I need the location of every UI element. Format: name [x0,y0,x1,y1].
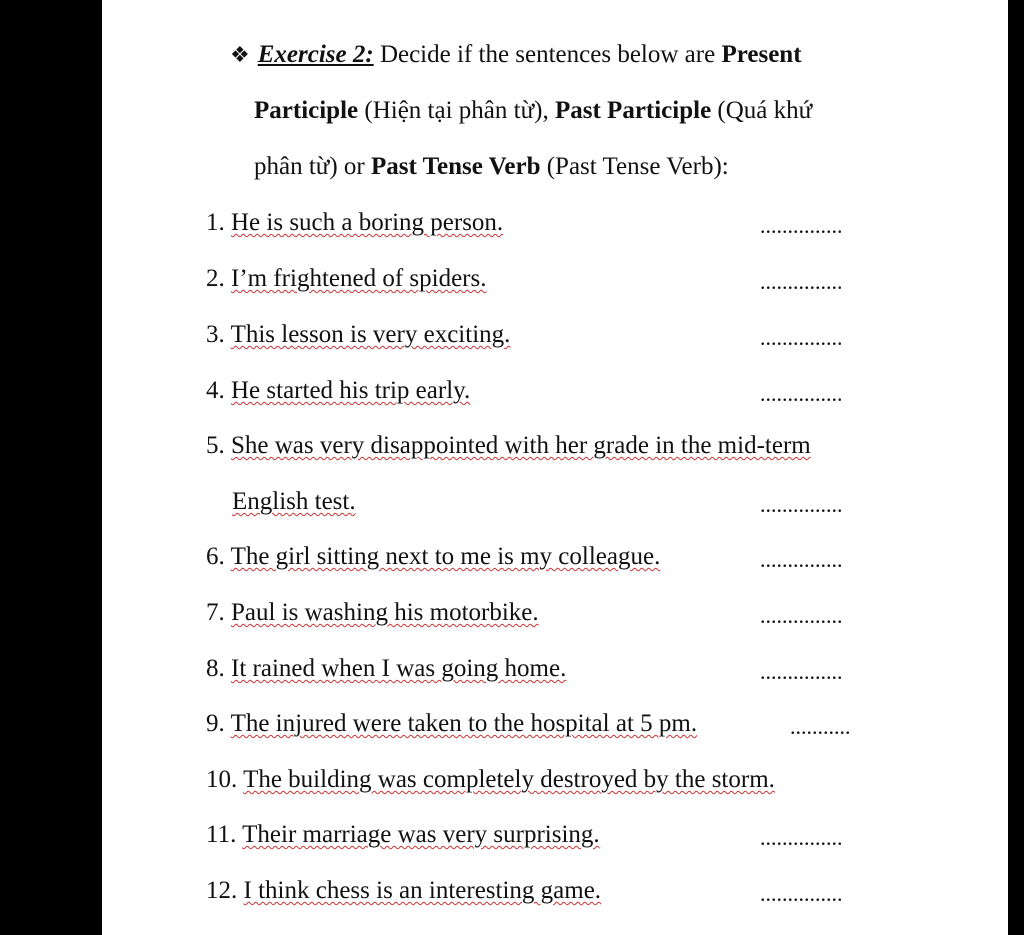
answer-blank-12[interactable]: ............... [760,881,843,906]
question-number: 5. [206,432,225,459]
answer-blank-11[interactable]: ............... [760,825,843,850]
question-number: 11. [206,821,237,848]
answer-blank-2[interactable]: ............... [760,269,843,294]
question-text: It rained when I was going home. [231,655,567,682]
question-9 [206,709,697,739]
bullet-icon: ❖ [230,42,250,67]
past-tense-note: (Past Tense Verb): [540,153,729,180]
question-8 [206,654,566,684]
answer-blank-8[interactable]: ............... [760,659,843,684]
question-4 [206,376,470,406]
question-3 [206,320,510,350]
question-number: 8. [206,655,225,682]
vi-past-note-2: phân từ) [254,153,338,180]
question-5 [206,431,811,461]
worksheet-page [102,0,1008,935]
question-11 [206,820,600,850]
question-number: 12. [206,877,238,904]
question-number: 6. [206,543,225,570]
instruction-line-3 [254,152,729,182]
question-text-continued: English test. [232,488,356,515]
question-number: 2. [206,265,225,292]
question-text: She was very disappointed with her grade in the mid-term [231,432,811,459]
question-text: The building was completely destroyed by the storm. [243,766,775,793]
instruction-line-2 [254,96,812,126]
question-text: The girl sitting next to me is my colleague. [230,543,661,570]
question-text: The injured were taken to the hospital at 5 pm. [230,710,698,737]
or-text: or [337,153,371,180]
answer-blank-3[interactable]: ............... [760,325,843,350]
question-10 [206,765,775,795]
question-text: I think chess is an interesting game. [243,877,602,904]
instruction-line-1 [230,40,802,70]
question-number: 4. [206,377,225,404]
exercise-label: Exercise 2: [257,41,374,68]
past-tense-term: Past Tense Verb [371,153,541,180]
question-number: 7. [206,599,225,626]
question-text: This lesson is very exciting. [230,321,511,348]
question-number: 10. [206,766,238,793]
question-text: Paul is washing his motorbike. [231,599,539,626]
question-7 [206,598,539,628]
answer-blank-5[interactable]: ............... [760,492,843,517]
present-participle-term-2: Participle [254,97,359,124]
answer-blank-9[interactable]: ........... [790,714,851,739]
answer-blank-7[interactable]: ............... [760,603,843,628]
answer-blank-6[interactable]: ............... [760,547,843,572]
present-participle-term: Present [721,41,802,68]
question-text: He is such a boring person. [231,209,504,236]
question-text: I’m frightened of spiders. [231,265,487,292]
past-participle-term: Past Participle [554,97,712,124]
question-5-continued [232,487,356,517]
question-number: 1. [206,209,225,236]
question-12 [206,876,601,906]
answer-blank-1[interactable]: ............... [760,213,843,238]
answer-blank-4[interactable]: ............... [760,381,843,406]
question-2 [206,264,486,294]
question-number: 9. [206,710,225,737]
question-text: Their marriage was very surprising. [242,821,600,848]
question-6 [206,542,660,572]
question-text: He started his trip early. [231,377,471,404]
vi-present-note: (Hiện tại phân từ), [358,97,555,124]
instruction-text: Decide if the sentences below are [373,41,722,68]
question-1 [206,208,503,238]
vi-past-note: (Quá khứ [711,97,813,124]
question-number: 3. [206,321,225,348]
